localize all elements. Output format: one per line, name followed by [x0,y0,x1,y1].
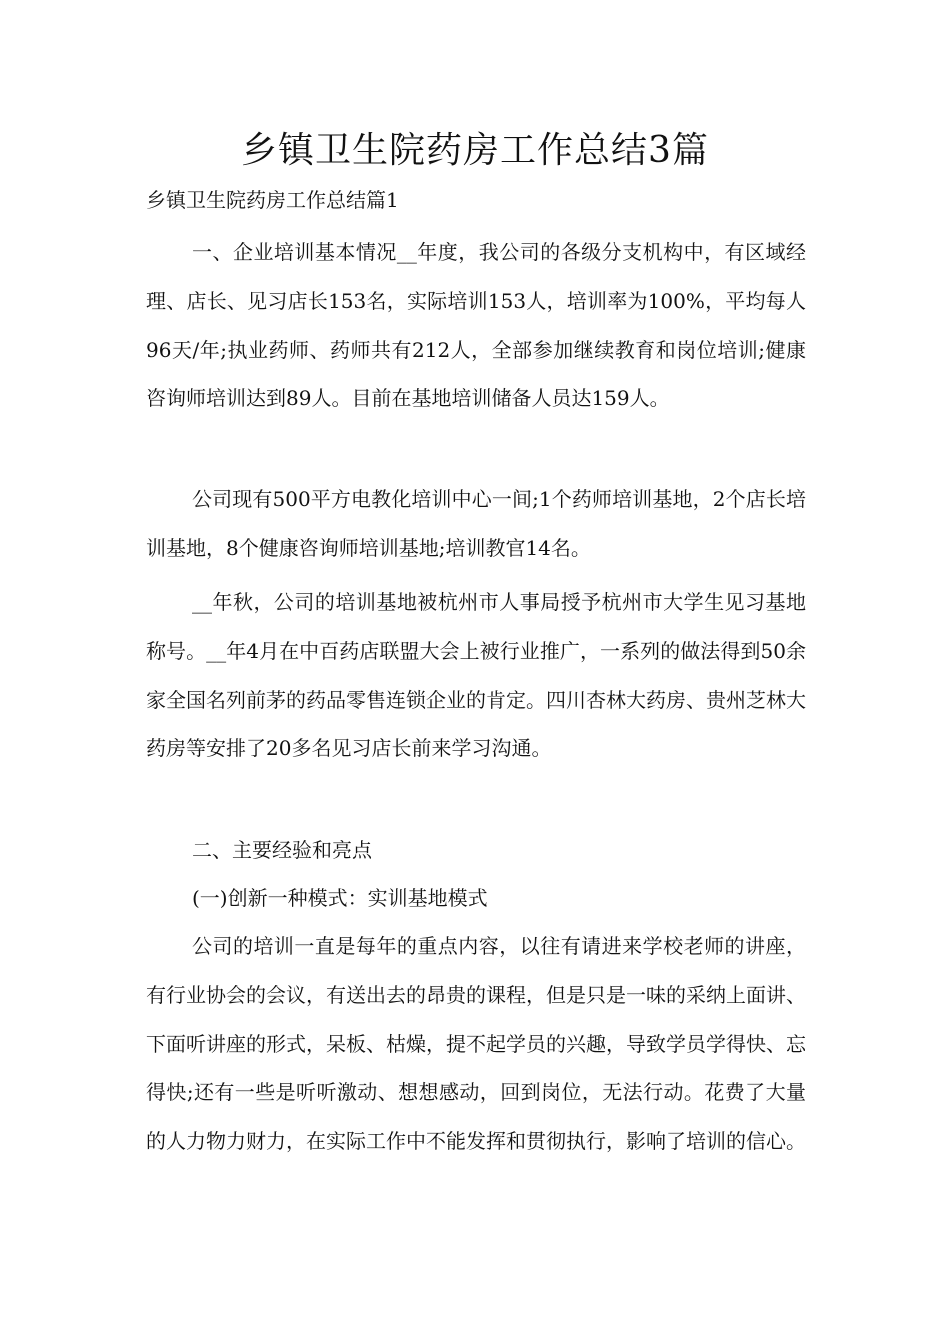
document-subtitle: 乡镇卫生院药房工作总结篇1 [146,188,399,212]
section-heading-experience: 二、主要经验和亮点 [192,838,372,862]
subsection-heading-model: (一)创新一种模式：实训基地模式 [192,886,488,910]
paragraph-training-facilities: 公司现有500平方电教化培训中心一间;1个药师培训基地，2个店长培训基地，8个健康咨询师培训基地;培训教官14名。 [146,487,806,560]
paragraph-training-recognition: __年秋，公司的培训基地被杭州市人事局授予杭州市大学生见习基地称号。__年4月在中百药店联盟大会上被行业推广，一系列的做法得到50余家全国名列前茅的药品零售连锁企业的肯定。四川杏林大药房、贵州芝林大药房等安排了20多名见习店长前来学习沟通。 [146,590,806,761]
document-title: 乡镇卫生院药房工作总结3篇 [241,130,709,171]
paragraph-training-history: 公司的培训一直是每年的重点内容，以往有请进来学校老师的讲座，有行业协会的会议，有送出去的昂贵的课程，但是只是一味的采纳上面讲、下面听讲座的形式，呆板、枯燥，提不起学员的兴趣，导致学员学得快、忘得快;还有一些是听听激动、想想感动，回到岗位，无法行动。花费了大量的人力物力财力，在实际工作中不能发挥和贯彻执行，影响了培训的信心。 [146,934,806,1154]
paragraph-training-overview: 一、企业培训基本情况__年度，我公司的各级分支机构中，有区域经理、店长、见习店长153名，实际培训153人，培训率为100%，平均每人96天/年;执业药师、药师共有212人，全部参加继续教育和岗位培训;健康咨询师培训达到89人。目前在基地培训储备人员达159人。 [146,240,806,411]
